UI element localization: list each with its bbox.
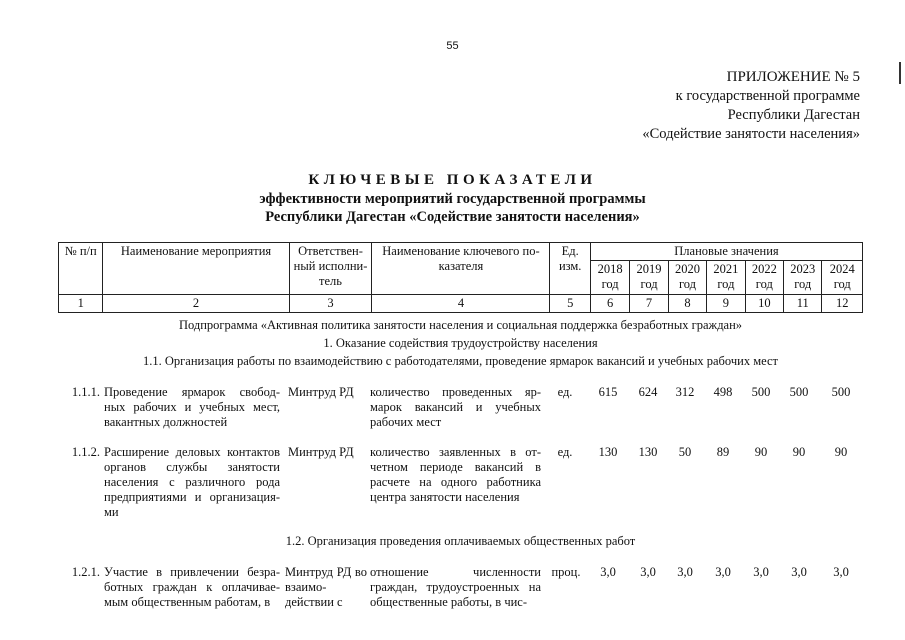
column-number: 10 (745, 295, 783, 313)
row-value-2021: 498 (713, 385, 733, 399)
row-value-2022: 90 (754, 445, 768, 459)
row-value-2023: 500 (789, 385, 809, 399)
row-value-2021: 3,0 (715, 565, 731, 579)
header-col-name: Наименование мероприятия (103, 243, 289, 295)
column-number: 8 (668, 295, 706, 313)
row-value-2018: 3,0 (600, 565, 616, 579)
row-unit: ед. (557, 385, 573, 399)
header-year: 2024 год (822, 261, 863, 295)
column-number: 9 (707, 295, 745, 313)
header-year: 2019 год (630, 261, 668, 295)
document-subtitle (0, 190, 905, 226)
header-year: 2023 год (784, 261, 822, 295)
column-number: 7 (630, 295, 668, 313)
header-year: 2018 год (590, 261, 629, 295)
subprogram-heading: Подпрограмма «Активная политика занятости населения и социальная поддержка безработных граждан» (178, 318, 743, 332)
row-executor: Минтруд РД (288, 445, 354, 459)
column-number: 2 (103, 295, 289, 313)
row-executor: Минтруд РД во взаимо- действии с (285, 565, 367, 609)
section-heading-1: 1. Оказание содействия трудоустройству населения (323, 336, 598, 350)
row-number: 1.1.2. (71, 445, 100, 459)
section-heading-1-1: 1.1. Организация работы по взаимодействию с работодателями, проведение ярмарок вакансий и учебных рабочих мест (143, 354, 778, 368)
row-value-2024: 500 (831, 385, 851, 399)
subtitle-line-1: эффективности мероприятий государственной программы (259, 191, 646, 207)
header-col-indicator: Наименование ключевого по- казателя (372, 243, 550, 295)
row-value-2024: 90 (834, 445, 848, 459)
row-value-2020: 312 (675, 385, 695, 399)
row-executor: Минтруд РД (288, 385, 354, 399)
column-number: 12 (822, 295, 863, 313)
header-col-unit: Ед. изм. (550, 243, 590, 295)
row-value-2023: 90 (792, 445, 806, 459)
row-value-2024: 3,0 (833, 565, 849, 579)
appendix-block (600, 68, 860, 144)
column-number: 5 (550, 295, 590, 313)
row-value-2020: 3,0 (677, 565, 693, 579)
row-indicator: количество заявленных в от- четном периоде вакансий в расчете на одного работника центра занятости населения (370, 445, 541, 504)
row-value-2020: 50 (678, 445, 692, 459)
row-value-2022: 3,0 (753, 565, 769, 579)
row-value-2022: 500 (751, 385, 771, 399)
indicators-table-header (58, 242, 863, 313)
header-col-no: № п/п (59, 243, 103, 295)
page-number: 55 (446, 40, 459, 52)
column-number: 3 (289, 295, 372, 313)
row-value-2019: 3,0 (640, 565, 656, 579)
row-value-2018: 615 (598, 385, 618, 399)
row-indicator: отношение численности граждан, трудоустроенных на общественные работы, в чис- (370, 565, 541, 609)
row-unit: ед. (557, 445, 573, 459)
row-name: Проведение ярмарок свобод- ных рабочих и учебных мест, вакантных должностей (104, 385, 280, 429)
row-value-2021: 89 (716, 445, 730, 459)
header-year: 2020 год (668, 261, 706, 295)
column-number: 4 (372, 295, 550, 313)
header-col-plan: Плановые значения (590, 243, 862, 261)
appendix-line-3: Республики Дагестан (727, 107, 860, 123)
subtitle-line-2: Республики Дагестан «Содействие занятости населения» (265, 209, 640, 225)
row-value-2019: 624 (638, 385, 658, 399)
row-name: Расширение деловых контактов органов службы занятости населения с различного рода предприятиями и организация- ми (104, 445, 280, 519)
row-number: 1.2.1. (71, 565, 100, 579)
row-unit: проц. (551, 565, 581, 579)
edge-mark (899, 62, 901, 84)
appendix-line-4: «Содействие занятости населения» (642, 126, 860, 142)
appendix-line-1: ПРИЛОЖЕНИЕ № 5 (726, 69, 860, 85)
header-year: 2021 год (707, 261, 745, 295)
row-indicator: количество проведенных яр- марок вакансий и учебных рабочих мест (370, 385, 541, 429)
row-value-2019: 130 (638, 445, 658, 459)
row-number: 1.1.1. (71, 385, 100, 399)
row-name: Участие в привлечении безра- ботных граждан к оплачивае- мым общественным работам, в (104, 565, 280, 609)
column-number: 11 (784, 295, 822, 313)
header-year: 2022 год (745, 261, 783, 295)
document-title: КЛЮЧЕВЫЕ ПОКАЗАТЕЛИ (308, 172, 597, 188)
column-number: 6 (590, 295, 629, 313)
header-col-exec: Ответствен- ный исполни- тель (289, 243, 372, 295)
row-value-2018: 130 (598, 445, 618, 459)
section-heading-1-2: 1.2. Организация проведения оплачиваемых общественных работ (285, 534, 636, 548)
appendix-line-2: к государственной программе (675, 88, 860, 104)
row-value-2023: 3,0 (791, 565, 807, 579)
column-number: 1 (59, 295, 103, 313)
